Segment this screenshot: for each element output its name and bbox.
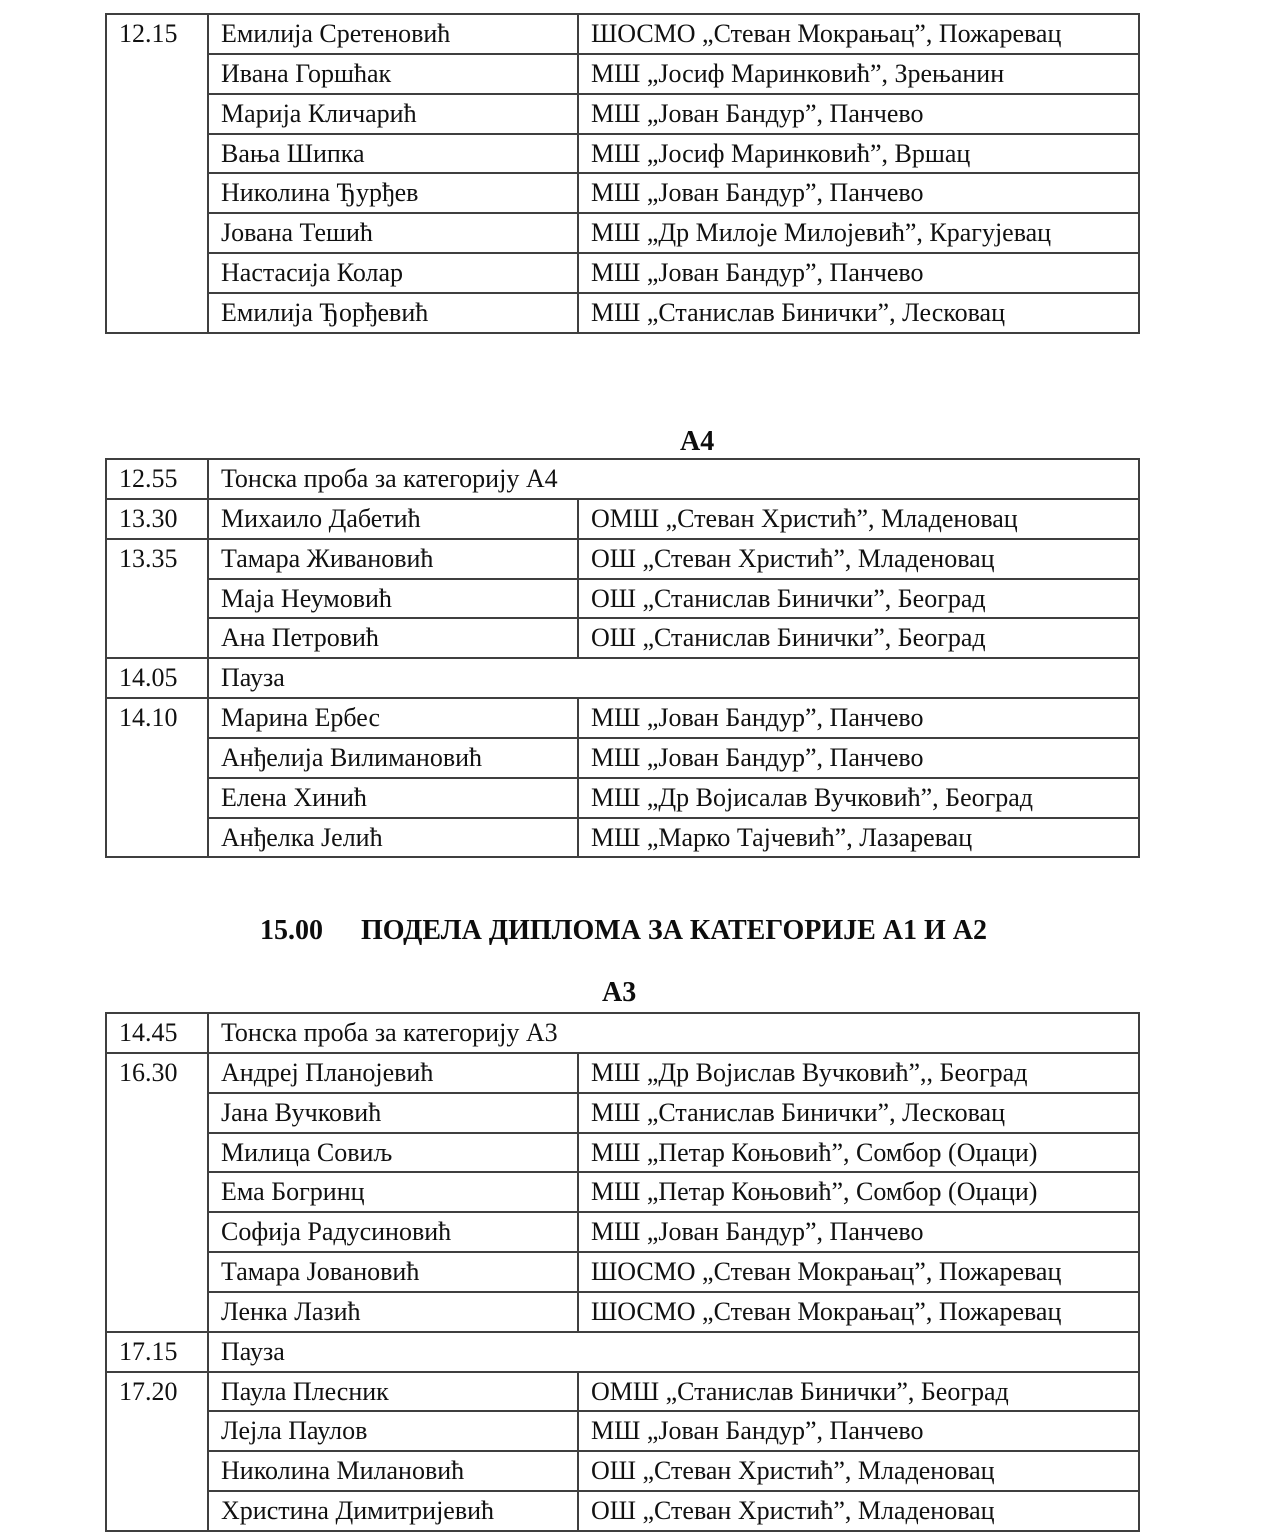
school-cell: МШ „Јован Бандур”, Панчево: [578, 1411, 1139, 1451]
table-row: [106, 293, 1139, 333]
table-row: [106, 1133, 1139, 1173]
table-row: [106, 14, 1139, 54]
participant-name-cell: Ленка Лазић: [208, 1292, 578, 1332]
table-row: [106, 1332, 1139, 1372]
school-cell: МШ „Јован Бандур”, Панчево: [578, 738, 1139, 778]
school-cell: ОМШ „Станислав Бинички”, Београд: [578, 1372, 1139, 1412]
school-cell: МШ „Петар Коњовић”, Сомбор (Оџаци): [578, 1133, 1139, 1173]
table-row: [106, 1491, 1139, 1531]
school-cell: ОШ „Стеван Христић”, Младеновац: [578, 539, 1139, 579]
participant-name-cell: Вања Шипка: [208, 134, 578, 174]
table-row: [106, 539, 1139, 579]
table-row: [106, 698, 1139, 738]
section-heading-a3-label: А3: [602, 977, 637, 1008]
participant-name-cell: Николина Ђурђев: [208, 173, 578, 213]
time-cell: 12.15: [106, 14, 208, 333]
school-cell: ШОСМО „Стеван Мокрањац”, Пожаревац: [578, 1292, 1139, 1332]
school-cell: МШ „Јован Бандур”, Панчево: [578, 94, 1139, 134]
school-cell: ОШ „Стеван Христић”, Младеновац: [578, 1451, 1139, 1491]
schedule-table-a4: [105, 458, 1140, 858]
time-cell: 13.30: [106, 499, 208, 539]
participant-name-cell: Софија Радусиновић: [208, 1212, 578, 1252]
time-cell: 14.45: [106, 1013, 208, 1053]
school-cell: МШ „Јосиф Маринковић”, Вршац: [578, 134, 1139, 174]
school-cell: МШ „Станислав Бинички”, Лесковац: [578, 293, 1139, 333]
time-cell: 17.15: [106, 1332, 208, 1372]
participant-name-cell: Емилија Сретеновић: [208, 14, 578, 54]
participant-name-cell: Емилија Ђорђевић: [208, 293, 578, 333]
participant-name-cell: Јана Вучковић: [208, 1093, 578, 1133]
participant-name-cell: Марија Кличарић: [208, 94, 578, 134]
table-row: [106, 54, 1139, 94]
participant-name-cell: Ана Петровић: [208, 618, 578, 658]
school-cell: ОШ „Станислав Бинички”, Београд: [578, 618, 1139, 658]
time-cell: 12.55: [106, 459, 208, 499]
school-cell: МШ „Јован Бандур”, Панчево: [578, 698, 1139, 738]
table-row: [106, 173, 1139, 213]
participant-name-cell: Маја Неумовић: [208, 579, 578, 619]
participant-name-cell: Николина Милановић: [208, 1451, 578, 1491]
school-cell: МШ „Јосиф Маринковић”, Зрењанин: [578, 54, 1139, 94]
schedule-table-morning: [105, 13, 1140, 334]
school-cell: МШ „Марко Тајчевић”, Лазаревац: [578, 818, 1139, 858]
participant-name-cell: Анђелија Вилимановић: [208, 738, 578, 778]
school-cell: МШ „Станислав Бинички”, Лесковац: [578, 1093, 1139, 1133]
table-row: [106, 134, 1139, 174]
participant-name-cell: Милица Совиљ: [208, 1133, 578, 1173]
table-row: [106, 1212, 1139, 1252]
table-row: [106, 1053, 1139, 1093]
school-cell: МШ „Др Војислав Вучковић”,, Београд: [578, 1053, 1139, 1093]
time-cell: 13.35: [106, 539, 208, 659]
table-row: [106, 1451, 1139, 1491]
time-cell: 14.10: [106, 698, 208, 857]
participant-name-cell: Марина Ербес: [208, 698, 578, 738]
section-heading-a4-label: А4: [680, 426, 715, 457]
table-row: [106, 1093, 1139, 1133]
school-cell: МШ „Јован Бандур”, Панчево: [578, 1212, 1139, 1252]
table-row: [106, 253, 1139, 293]
school-cell: МШ „Петар Коњовић”, Сомбор (Оџаци): [578, 1172, 1139, 1212]
time-cell: 17.20: [106, 1372, 208, 1531]
school-cell: МШ „Др Милоје Милојевић”, Крагујевац: [578, 213, 1139, 253]
event-cell: Тонска проба за категорију А3: [208, 1013, 1139, 1053]
event-cell: Пауза: [208, 658, 1139, 698]
participant-name-cell: Паула Плесник: [208, 1372, 578, 1412]
table-row: [106, 1411, 1139, 1451]
time-cell: 14.05: [106, 658, 208, 698]
school-cell: МШ „Др Војисалав Вучковић”, Београд: [578, 778, 1139, 818]
diploma-ceremony-text: ПОДЕЛА ДИПЛОМА ЗА КАТЕГОРИЈЕ А1 И А2: [361, 915, 988, 946]
participant-name-cell: Настасија Колар: [208, 253, 578, 293]
school-cell: ШОСМО „Стеван Мокрањац”, Пожаревац: [578, 14, 1139, 54]
table-row: [106, 579, 1139, 619]
table-row: [106, 1013, 1139, 1053]
participant-name-cell: Елена Хинић: [208, 778, 578, 818]
table-row: [106, 818, 1139, 858]
table-row: [106, 1372, 1139, 1412]
time-cell: 16.30: [106, 1053, 208, 1332]
table-row: [106, 94, 1139, 134]
event-cell: Тонска проба за категорију А4: [208, 459, 1139, 499]
school-cell: ОШ „Стеван Христић”, Младеновац: [578, 1491, 1139, 1531]
table-row: [106, 499, 1139, 539]
table-row: [106, 1172, 1139, 1212]
table-row: [106, 213, 1139, 253]
participant-name-cell: Тамара Живановић: [208, 539, 578, 579]
diploma-ceremony-time: 15.00: [260, 915, 323, 946]
table-row: [106, 738, 1139, 778]
school-cell: ОМШ „Стеван Христић”, Младеновац: [578, 499, 1139, 539]
schedule-table-a3: [105, 1012, 1140, 1532]
participant-name-cell: Андреј Планојевић: [208, 1053, 578, 1093]
table-row: [106, 1292, 1139, 1332]
participant-name-cell: Тамара Јовановић: [208, 1252, 578, 1292]
table-row: [106, 1252, 1139, 1292]
table-row: [106, 459, 1139, 499]
table-row: [106, 618, 1139, 658]
participant-name-cell: Јована Тешић: [208, 213, 578, 253]
participant-name-cell: Христина Димитријевић: [208, 1491, 578, 1531]
school-cell: МШ „Јован Бандур”, Панчево: [578, 173, 1139, 213]
school-cell: МШ „Јован Бандур”, Панчево: [578, 253, 1139, 293]
participant-name-cell: Анђелка Јелић: [208, 818, 578, 858]
participant-name-cell: Ивана Горшћак: [208, 54, 578, 94]
participant-name-cell: Ема Богринц: [208, 1172, 578, 1212]
table-row: [106, 658, 1139, 698]
participant-name-cell: Лејла Паулов: [208, 1411, 578, 1451]
event-cell: Пауза: [208, 1332, 1139, 1372]
table-row: [106, 778, 1139, 818]
school-cell: ОШ „Станислав Бинички”, Београд: [578, 579, 1139, 619]
participant-name-cell: Михаило Дабетић: [208, 499, 578, 539]
school-cell: ШОСМО „Стеван Мокрањац”, Пожаревац: [578, 1252, 1139, 1292]
